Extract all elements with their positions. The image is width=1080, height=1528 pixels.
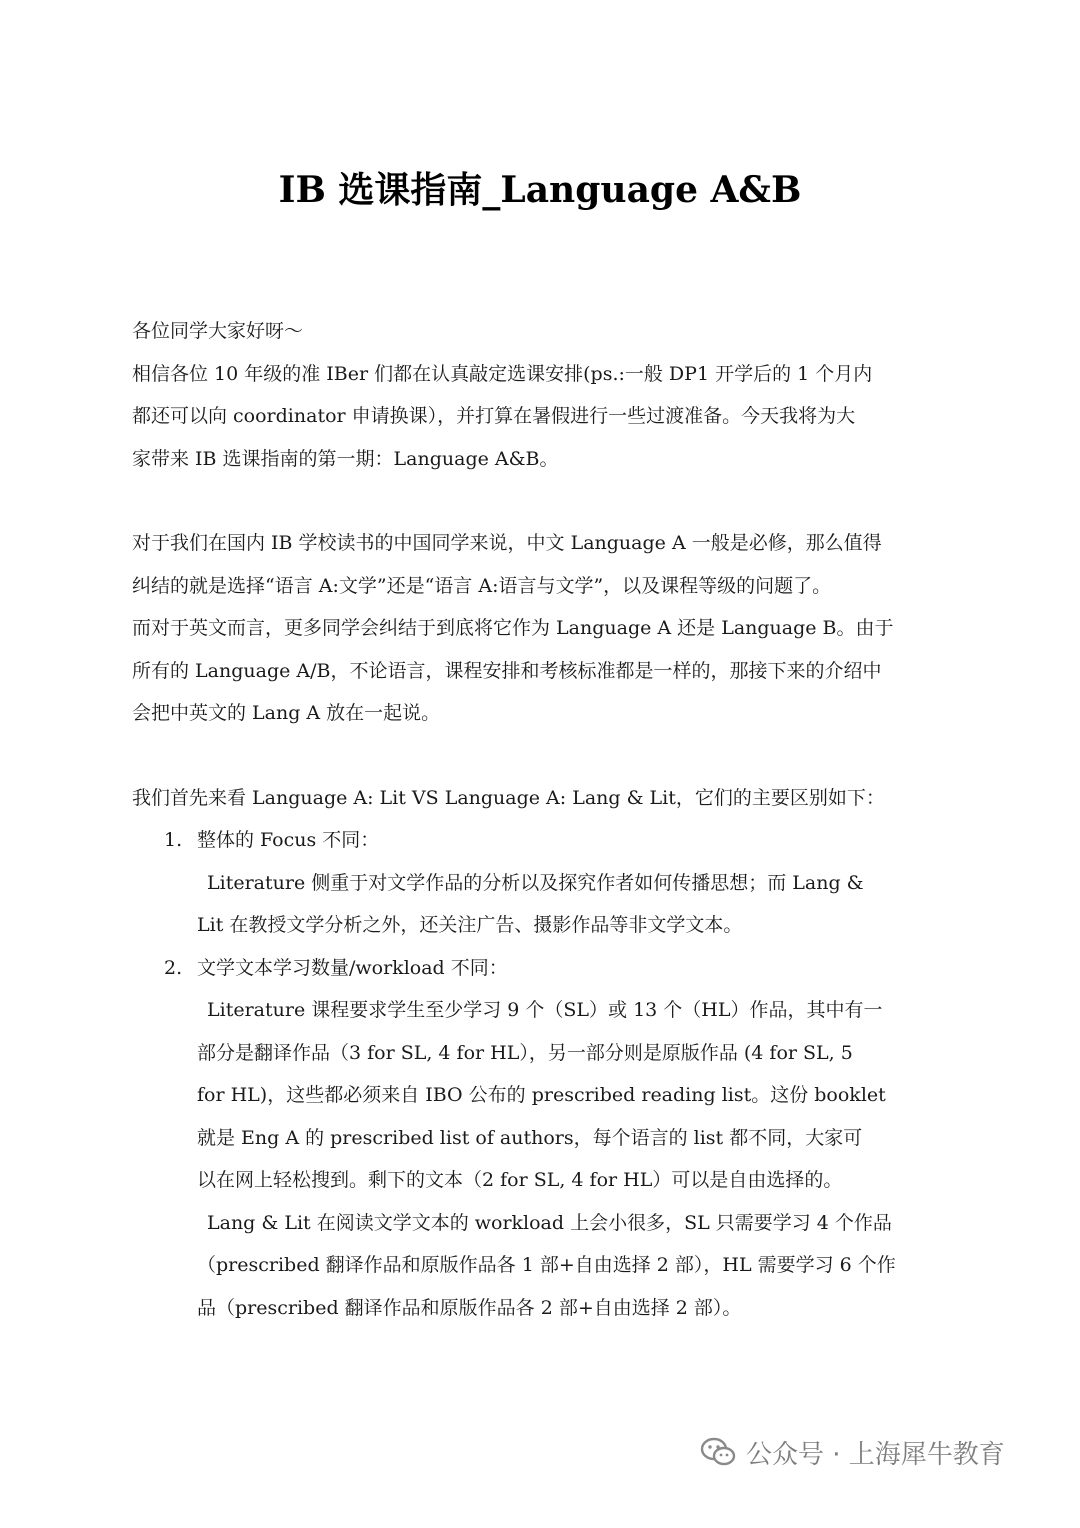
list-item-workload: [132, 947, 952, 1330]
account-watermark: [700, 1432, 1005, 1472]
text-line: 家带来 IB 选课指南的第一期：Language A&B。: [132, 447, 559, 470]
list-item-desc-line: Literature 侧重于对文学作品的分析以及探究作者如何传播思想；而 Lang &: [207, 871, 864, 894]
list-item-desc-line: 部分是翻译作品（3 for SL, 4 for HL），另一部分则是原版作品 (4 for SL, 5: [197, 1041, 853, 1064]
list-item-desc-line: 品（prescribed 翻译作品和原版作品各 2 部+自由选择 2 部）。: [197, 1296, 742, 1319]
text-line: 会把中英文的 Lang A 放在一起说。: [132, 702, 441, 724]
wechat-icon: [700, 1437, 736, 1467]
intro-paragraph: [132, 310, 952, 480]
page-title: IB 选课指南_Language A&B: [278, 169, 802, 211]
comparison-lead: 我们首先来看 Language A: Lit VS Language A: Lang & Lit，它们的主要区别如下：: [132, 786, 885, 809]
watermark-text: 公众号 · 上海犀牛教育: [746, 1439, 1005, 1470]
list-item-heading: 整体的 Focus 不同：: [197, 829, 380, 851]
text-line: 对于我们在国内 IB 学校读书的中国同学来说，中文 Language A 一般是必修，那么值得: [132, 532, 882, 554]
list-item-focus: [132, 819, 952, 947]
list-item-number: 2.: [164, 956, 183, 979]
comparison-section: [132, 777, 952, 1330]
list-item-desc-line: 以在网上轻松搜到。剩下的文本（2 for SL, 4 for HL）可以是自由选择的。: [197, 1169, 843, 1191]
list-item-desc-line: 就是 Eng A 的 prescribed list of authors，每个语言的 list 都不同，大家可: [197, 1126, 863, 1149]
list-item-desc-line: （prescribed 翻译作品和原版作品各 1 部+自由选择 2 部），HL 需要学习 6 个作: [197, 1254, 896, 1276]
text-line: 纠结的就是选择“语言 A:文学”还是“语言 A:语言与文学”，以及课程等级的问题了。: [132, 574, 832, 597]
list-item-heading: 文学文本学习数量/workload 不同：: [197, 956, 508, 979]
document-body: [132, 310, 952, 1329]
greeting-line: 各位同学大家好呀～: [132, 320, 304, 342]
list-item-desc-line: Lang & Lit 在阅读文学文本的 workload 上会小很多，SL 只需要学习 4 个作品: [207, 1211, 892, 1234]
text-line: 所有的 Language A/B，不论语言，课程安排和考核标准都是一样的，那接下来的介绍中: [132, 659, 882, 682]
paragraph-gap: [132, 735, 952, 777]
list-item-desc-line: Literature 课程要求学生至少学习 9 个（SL）或 13 个（HL）作品，其中有一: [207, 999, 883, 1021]
text-line: 相信各位 10 年级的准 IBer 们都在认真敲定选课安排(ps.:一般 DP1 开学后的 1 个月内: [132, 362, 873, 385]
list-item-desc-line: for HL)，这些都必须来自 IBO 公布的 prescribed reading list。这份 booklet: [197, 1084, 886, 1106]
text-line: 都还可以向 coordinator 申请换课），并打算在暑假进行一些过渡准备。今天我将为大: [132, 405, 856, 427]
paragraph-gap: [132, 480, 952, 522]
list-item-desc-line: Lit 在教授文学分析之外，还关注广告、摄影作品等非文学文本。: [197, 914, 743, 936]
text-line: 而对于英文而言，更多同学会纠结于到底将它作为 Language A 还是 Language B。由于: [132, 617, 894, 639]
list-item-number: 1.: [164, 829, 183, 851]
second-paragraph: [132, 522, 952, 735]
